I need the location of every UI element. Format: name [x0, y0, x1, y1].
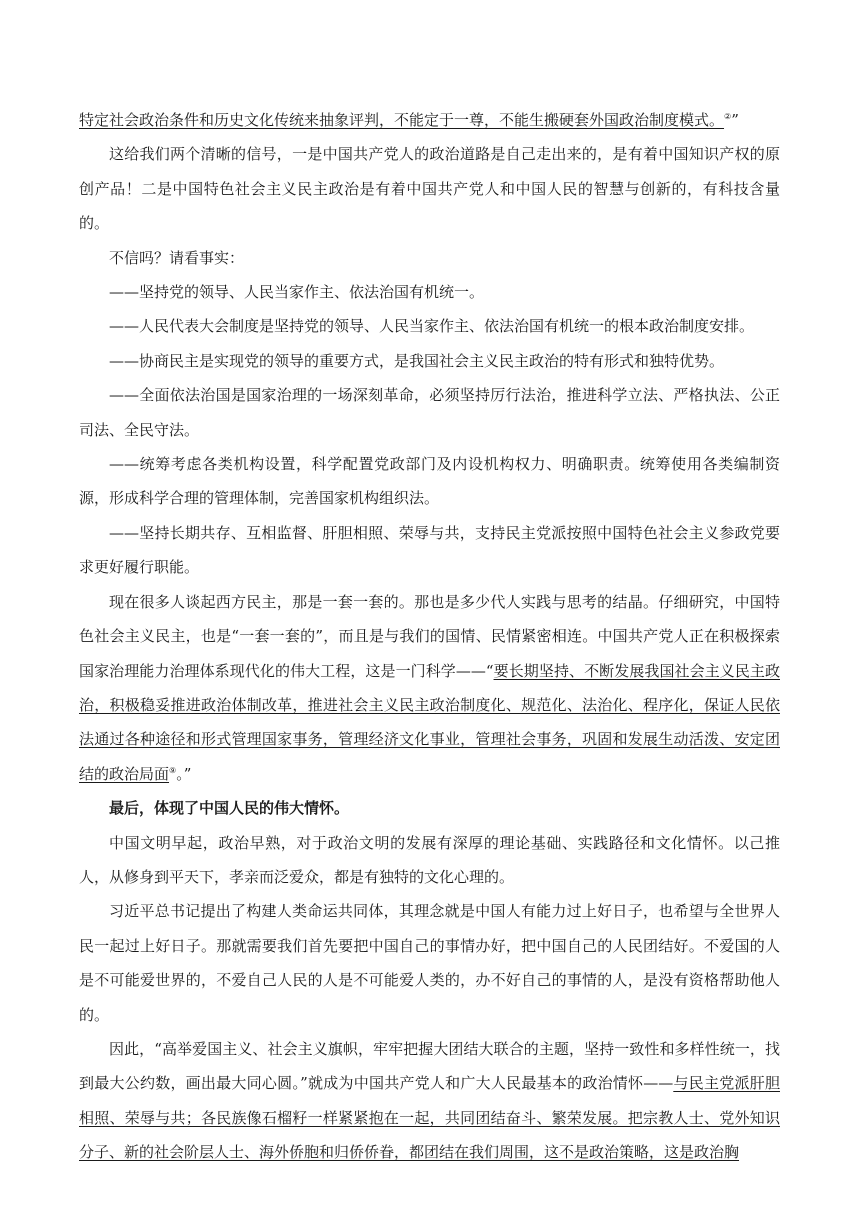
paragraph-with-quote — [79, 1032, 780, 1170]
underlined-quote: 要长期坚持、不断发展我国社会主义民主政治，积极稳妥推进政治体制改革，推进社会主义民主政治制度化、规范化、法治化、程序化，保证人民依法通过各种途径和形式管理国家事务，管理经济文化事业，管理社会事务，巩固和发展生动活泼、安定团结的政治局面 — [79, 661, 780, 783]
list-item: ——坚持党的领导、人民当家作主、依法治国有机统一。 — [109, 283, 485, 302]
underlined-quote: 与民主党派肝胆相照、荣辱与共；各民族像石榴籽一样紧紧抱在一起，共同团结奋斗、繁荣发展。把宗教人士、党外知识分子、新的社会阶层人士、海外侨胞和归侨侨眷，都团结在我们周围，这不是政治策略，这是政治胸 — [79, 1074, 780, 1162]
underlined-quote: 特定社会政治条件和历史文化传统来抽象评判，不能定于一尊，不能生搬硬套外国政治制度模式。 — [79, 111, 725, 129]
paragraph: 这给我们两个清晰的信号，一是中国共产党人的政治道路是自己走出来的，是有着中国知识产权的原创产品！二是中国特色社会主义民主政治是有着中国共产党人和中国人民的智慧与创新的，有科技含量的。 — [79, 145, 780, 233]
paragraph: 不信吗？请看事实： — [109, 248, 245, 267]
list-item: ——全面依法治国是国家治理的一场深刻革命，必须坚持厉行法治，推进科学立法、严格执法、公正司法、全民守法。 — [79, 386, 780, 439]
footnote-marker: ② — [724, 112, 732, 121]
closing-quote: 。” — [176, 764, 192, 783]
article-body — [79, 103, 780, 1170]
list-item: ——统筹考虑各类机构设置，科学配置党政部门及内设机构权力、明确职责。统筹使用各类编制资源，形成科学合理的管理体制，完善国家机构组织法。 — [79, 455, 780, 508]
paragraph-text: 现在很多人谈起西方民主，那是一套一套的。那也是多少代人实践与思考的结晶。仔细研究，中国特色社会主义民主，也是“一套一套的”，而且是与我们的国情、民情紧密相连。中国共产党人正在积极探索国家治理能力治理体系现代化的伟大工程，这是一门科学——“ — [79, 592, 780, 680]
paragraph: 中国文明早起，政治早熟，对于政治文明的发展有深厚的理论基础、实践路径和文化情怀。以己推人，从修身到平天下，孝亲而泛爱众，都是有独特的文化心理的。 — [79, 833, 780, 886]
list-item: ——协商民主是实现党的领导的重要方式，是我国社会主义民主政治的特有形式和独特优势。 — [109, 351, 725, 370]
list-item: ——人民代表大会制度是坚持党的领导、人民当家作主、依法治国有机统一的根本政治制度安排。 — [109, 317, 755, 336]
paragraph-text: 因此，“高举爱国主义、社会主义旗帜，牢牢把握大团结大联合的主题，坚持一致性和多样性统一，找到最大公约数，画出最大同心圆。”就成为中国共产党人和广大人民最基本的政治情怀—— — [79, 1039, 780, 1093]
paragraph: 习近平总书记提出了构建人类命运共同体，其理念就是中国人有能力过上好日子，也希望与全世界人民一起过上好日子。那就需要我们首先要把中国自己的事情办好，把中国自己的人民团结好。不爱国的人是不可能爱世界的，不爱自己人民的人是不可能爱人类的，办不好自己的事情的人，是没有资格帮助他人的。 — [79, 902, 780, 1024]
paragraph-continued-quote — [79, 103, 780, 137]
list-item: ——坚持长期共存、互相监督、肝胆相照、荣辱与共，支持民主党派按照中国特色社会主义参政党要求更好履行职能。 — [79, 523, 780, 577]
footnote-marker: ⑨ — [169, 765, 177, 775]
paragraph-with-quote — [79, 585, 780, 791]
section-heading: 最后，体现了中国人民的伟大情怀。 — [109, 799, 350, 818]
closing-quote: ” — [731, 111, 739, 129]
